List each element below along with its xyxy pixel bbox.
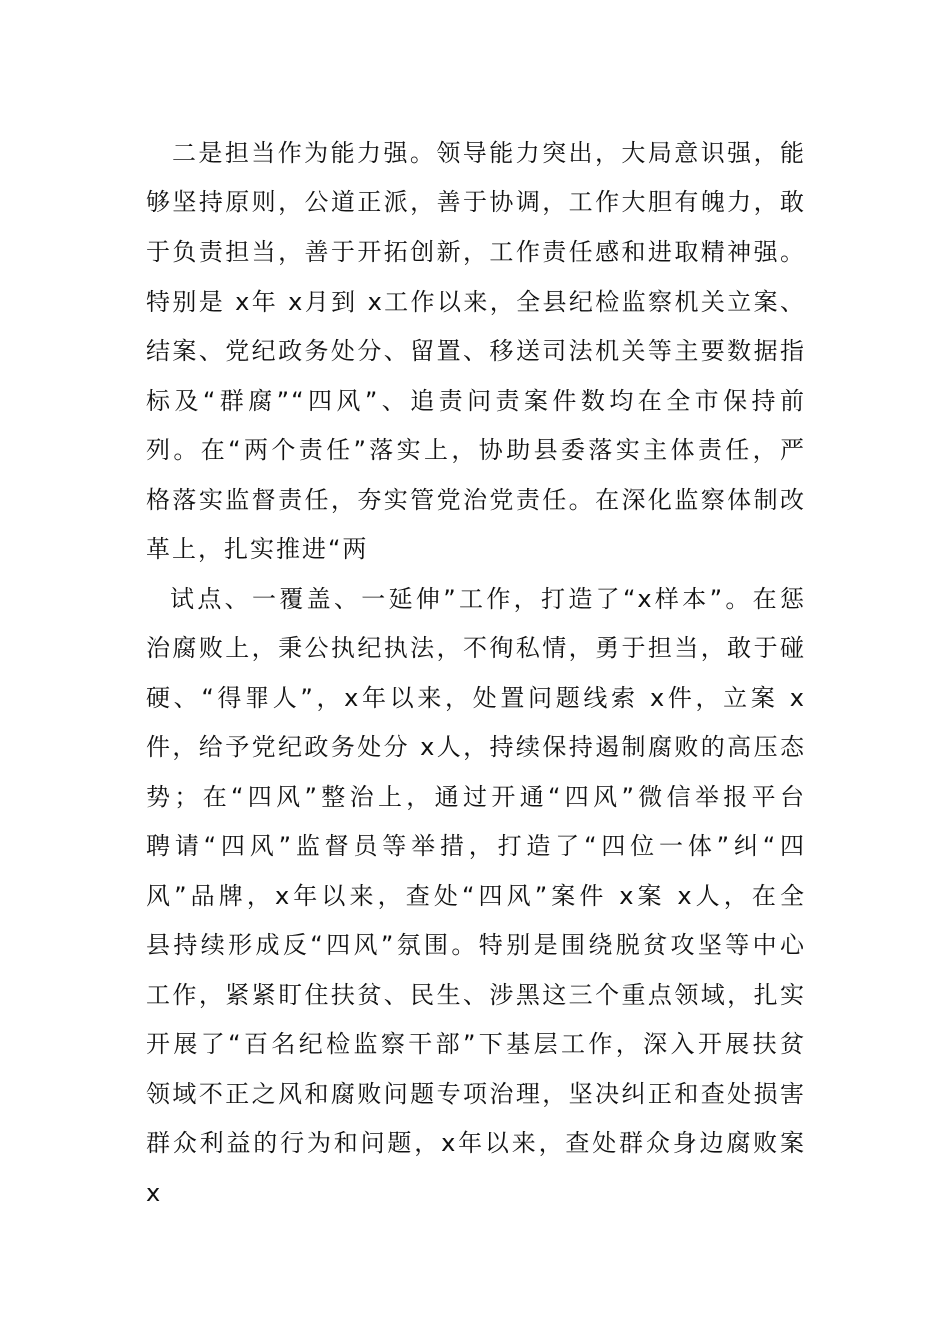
text-line: x (146, 1179, 163, 1207)
text-line: 硬、“得罪人”，x年以来，处置问题线索 x件，立案 x (146, 684, 806, 712)
text-line: 风”品牌，x年以来，查处“四风”案件 x案 x人，在全 (146, 882, 806, 910)
text-line: 革上，扎实推进“两 (146, 535, 369, 563)
text-line: 标及“群腐”“四风”、追责问责案件数均在全市保持前 (146, 387, 806, 415)
text-line: 群众利益的行为和问题，x年以来，查处群众身边腐败案 (146, 1129, 806, 1157)
text-line: 格落实监督责任，夯实管党治党责任。在深化监察体制改 (146, 486, 806, 514)
text-line: 够坚持原则，公道正派，善于协调，工作大胆有魄力，敢 (146, 188, 806, 216)
text-line: 特别是 x年 x月到 x工作以来，全县纪检监察机关立案、 (146, 288, 806, 316)
text-line: 列。在“两个责任”落实上，协助县委落实主体责任，严 (146, 436, 806, 464)
text-line: 领域不正之风和腐败问题专项治理，坚决纠正和查处损害 (146, 1080, 806, 1108)
text-line: 二是担当作为能力强。领导能力突出，大局意识强，能 (172, 139, 806, 167)
text-line: 于负责担当，善于开拓创新，工作责任感和进取精神强。 (146, 238, 806, 266)
text-line: 开展了“百名纪检监察干部”下基层工作，深入开展扶贫 (146, 1030, 806, 1058)
text-line: 结案、党纪政务处分、留置、移送司法机关等主要数据指 (146, 337, 806, 365)
text-line: 县持续形成反“四风”氛围。特别是围绕脱贫攻坚等中心 (146, 931, 806, 959)
text-line: 工作，紧紧盯住扶贫、民生、涉黑这三个重点领域，扎实 (146, 981, 806, 1009)
text-line: 聘请“四风”监督员等举措，打造了“四位一体”纠“四 (146, 832, 806, 860)
text-line: 势；在“四风”整治上，通过开通“四风”微信举报平台 (146, 783, 806, 811)
text-line: 治腐败上，秉公执纪执法，不徇私情，勇于担当，敢于碰 (146, 634, 806, 662)
text-line: 件，给予党纪政务处分 x人，持续保持遏制腐败的高压态 (146, 733, 806, 761)
text-line: 试点、一覆盖、一延伸”工作，打造了“x样本”。在惩 (170, 585, 806, 613)
